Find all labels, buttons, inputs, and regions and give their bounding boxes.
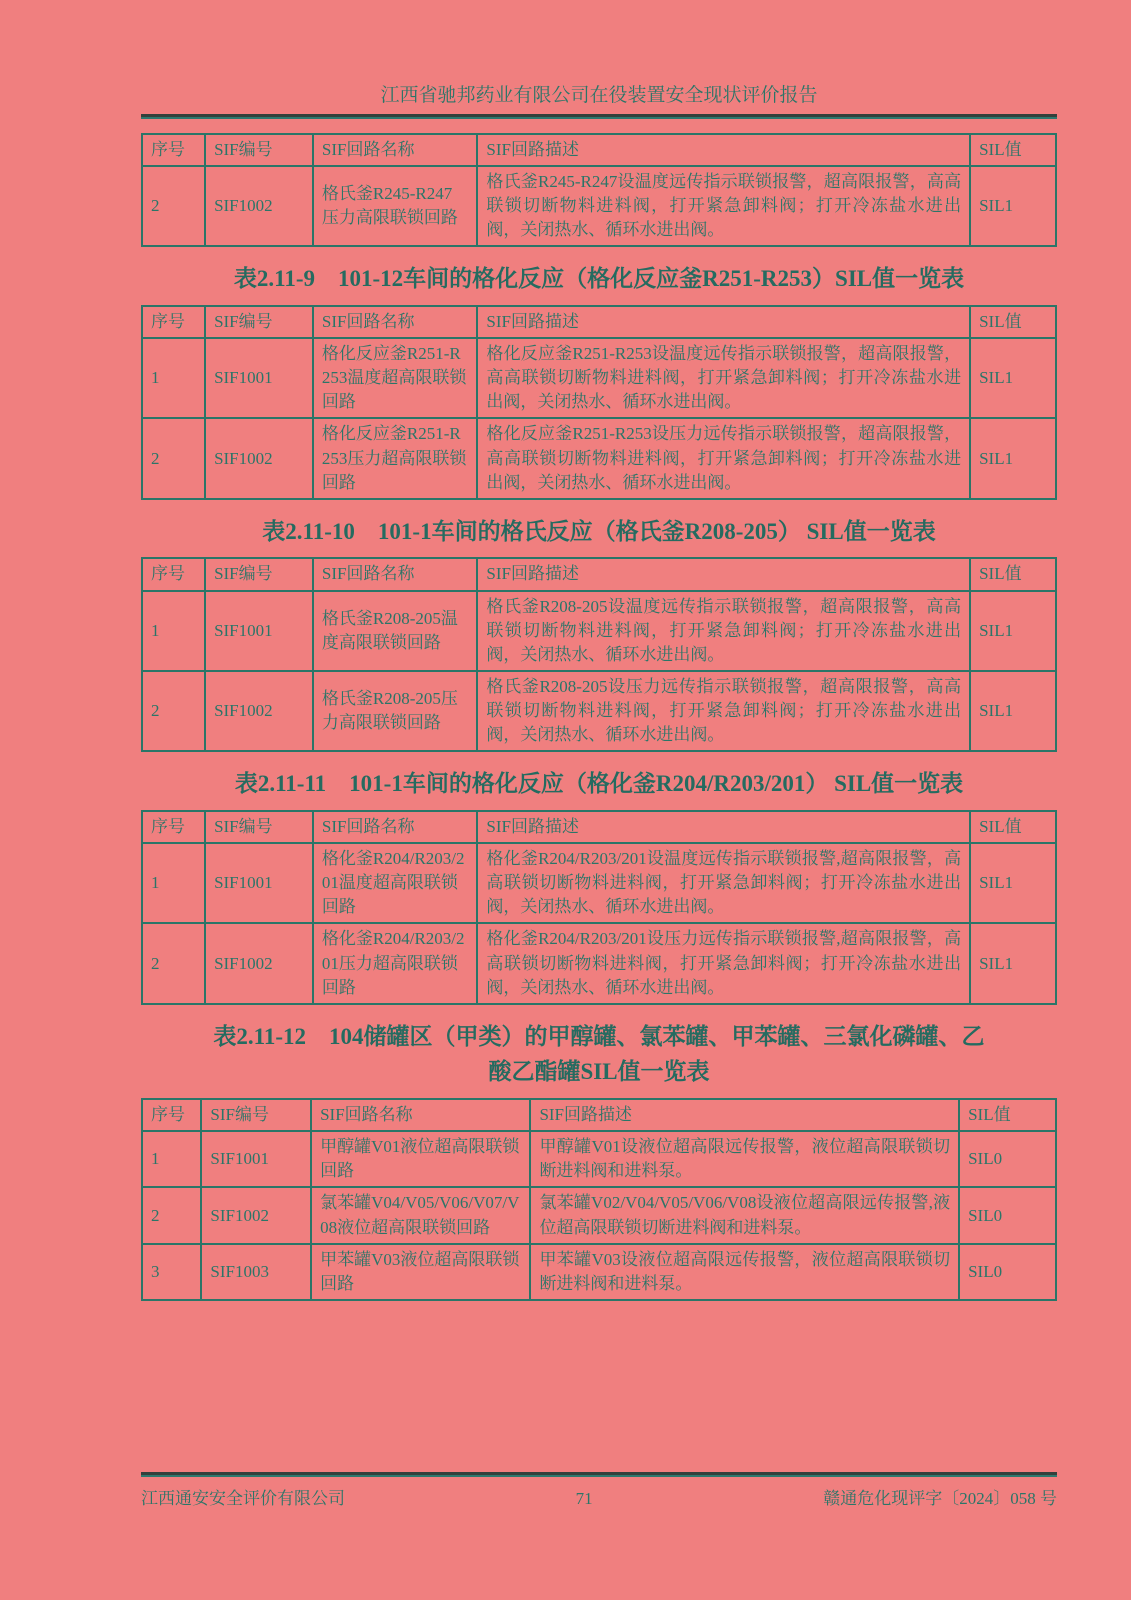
cell-sif-number: SIF1002 <box>205 418 313 498</box>
sil-table-2-11-12 <box>141 1098 1057 1301</box>
cell-sif-number: SIF1001 <box>201 1131 311 1187</box>
column-header: SIF编号 <box>201 1099 311 1131</box>
column-header: SIL值 <box>970 306 1056 338</box>
cell-index: 3 <box>142 1244 201 1300</box>
column-header: SIF回路名称 <box>311 1099 530 1131</box>
column-header: SIL值 <box>959 1099 1056 1131</box>
column-header: SIF回路描述 <box>530 1099 959 1131</box>
header-row <box>142 558 1056 590</box>
cell-index: 2 <box>142 166 205 246</box>
cell-index: 2 <box>142 923 205 1003</box>
cell-loop-description: 格氏釜R208-205设压力远传指示联锁报警，超高限报警，高高联锁切断物料进料阀，打开紧急卸料阀；打开冷冻盐水进出阀，关闭热水、循环水进出阀。 <box>477 671 970 751</box>
cell-sif-number: SIF1001 <box>205 843 313 923</box>
table-row <box>142 923 1056 1003</box>
cell-sil-value: SIL1 <box>970 338 1056 418</box>
column-header: 序号 <box>142 306 205 338</box>
column-header: SIF回路名称 <box>313 306 478 338</box>
cell-loop-description: 格化反应釜R251-R253设温度远传指示联锁报警，超高限报警，高高联锁切断物料进料阀，打开紧急卸料阀；打开冷冻盐水进出阀，关闭热水、循环水进出阀。 <box>477 338 970 418</box>
cell-sil-value: SIL1 <box>970 418 1056 498</box>
table-row <box>142 1187 1056 1243</box>
cell-index: 1 <box>142 338 205 418</box>
column-header: 序号 <box>142 558 205 590</box>
cell-loop-name: 格氏釜R208-205压力高限联锁回路 <box>313 671 478 751</box>
page-footer <box>141 1472 1057 1509</box>
cell-index: 2 <box>142 418 205 498</box>
page-content <box>141 84 1057 1301</box>
cell-loop-description: 格化釜R204/R203/201设温度远传指示联锁报警,超高限报警，高高联锁切断物料进料阀，打开紧急卸料阀；打开冷冻盐水进出阀，关闭热水、循环水进出阀。 <box>477 843 970 923</box>
cell-loop-name: 格化釜R204/R203/201压力超高限联锁回路 <box>313 923 478 1003</box>
cell-sif-number: SIF1002 <box>201 1187 311 1243</box>
cell-index: 2 <box>142 671 205 751</box>
cell-sil-value: SIL0 <box>959 1244 1056 1300</box>
table-row <box>142 418 1056 498</box>
column-header: SIF编号 <box>205 134 313 166</box>
header-row <box>142 811 1056 843</box>
header-title: 江西省驰邦药业有限公司在役装置安全现状评价报告 <box>380 85 818 106</box>
column-header: SIL值 <box>970 811 1056 843</box>
table-row <box>142 1131 1056 1187</box>
cell-index: 1 <box>142 1131 201 1187</box>
cell-sif-number: SIF1002 <box>205 923 313 1003</box>
column-header: SIL值 <box>970 558 1056 590</box>
column-header: SIF回路名称 <box>313 558 478 590</box>
cell-sil-value: SIL0 <box>959 1131 1056 1187</box>
sil-table-2-11-11 <box>141 810 1057 1005</box>
cell-loop-description: 氯苯罐V02/V04/V05/V06/V08设液位超高限远传报警,液位超高限联锁切断进料阀和进料泵。 <box>530 1187 959 1243</box>
column-header: SIF编号 <box>205 306 313 338</box>
cell-loop-description: 甲苯罐V03设液位超高限远传报警，液位超高限联锁切断进料阀和进料泵。 <box>530 1244 959 1300</box>
column-header: SIL值 <box>970 134 1056 166</box>
column-header: SIF编号 <box>205 811 313 843</box>
cell-loop-name: 格化釜R204/R203/201温度超高限联锁回路 <box>313 843 478 923</box>
column-header: 序号 <box>142 811 205 843</box>
cell-loop-name: 甲醇罐V01液位超高限联锁回路 <box>311 1131 530 1187</box>
column-header: SIF回路名称 <box>313 811 478 843</box>
header-row <box>142 134 1056 166</box>
cell-loop-name: 格化反应釜R251-R253温度超高限联锁回路 <box>313 338 478 418</box>
cell-sil-value: SIL1 <box>970 166 1056 246</box>
footer-doc-number: 赣通危化现评字〔2024〕058 号 <box>823 1489 1057 1508</box>
cell-loop-description: 甲醇罐V01设液位超高限远传报警，液位超高限联锁切断进料阀和进料泵。 <box>530 1131 959 1187</box>
column-header: SIF编号 <box>205 558 313 590</box>
cell-loop-name: 格化反应釜R251-R253压力超高限联锁回路 <box>313 418 478 498</box>
sil-table-continued <box>141 133 1057 248</box>
cell-loop-name: 格氏釜R245-R247压力高限联锁回路 <box>313 166 478 246</box>
cell-index: 1 <box>142 843 205 923</box>
header-rule <box>141 114 1057 119</box>
column-header: SIF回路名称 <box>313 134 478 166</box>
cell-sif-number: SIF1002 <box>205 166 313 246</box>
table-title-2-11-12: 表2.11-12 104储罐区（甲类）的甲醇罐、氯苯罐、甲苯罐、三氯化磷罐、乙酸乙酯罐SIL值一览表 <box>213 1023 985 1085</box>
table-row <box>142 1244 1056 1300</box>
cell-loop-description: 格化釜R204/R203/201设压力远传指示联锁报警,超高限报警，高高联锁切断物料进料阀，打开紧急卸料阀；打开冷冻盐水进出阀，关闭热水、循环水进出阀。 <box>477 923 970 1003</box>
table-row <box>142 591 1056 671</box>
table-row <box>142 843 1056 923</box>
column-header: 序号 <box>142 1099 201 1131</box>
table-title-2-11-9: 表2.11-9 101-12车间的格化反应（格化反应釜R251-R253）SIL值一览表 <box>233 266 965 292</box>
column-header: SIF回路描述 <box>477 306 970 338</box>
cell-sif-number: SIF1003 <box>201 1244 311 1300</box>
cell-sif-number: SIF1001 <box>205 591 313 671</box>
cell-loop-name: 格氏釜R208-205温度高限联锁回路 <box>313 591 478 671</box>
cell-sil-value: SIL0 <box>959 1187 1056 1243</box>
table-row <box>142 338 1056 418</box>
cell-sif-number: SIF1001 <box>205 338 313 418</box>
cell-sil-value: SIL1 <box>970 923 1056 1003</box>
table-title-2-11-10: 表2.11-10 101-1车间的格氏反应（格氏釜R208-205） SIL值一览表 <box>262 518 936 544</box>
cell-loop-description: 格氏釜R208-205设温度远传指示联锁报警，超高限报警，高高联锁切断物料进料阀，打开紧急卸料阀；打开冷冻盐水进出阀，关闭热水、循环水进出阀。 <box>477 591 970 671</box>
column-header: 序号 <box>142 134 205 166</box>
column-header: SIF回路描述 <box>477 558 970 590</box>
cell-index: 1 <box>142 591 205 671</box>
footer-rule <box>141 1472 1057 1477</box>
page-number: 71 <box>575 1489 593 1508</box>
header-row <box>142 306 1056 338</box>
cell-loop-name: 甲苯罐V03液位超高限联锁回路 <box>311 1244 530 1300</box>
column-header: SIF回路描述 <box>477 134 970 166</box>
column-header: SIF回路描述 <box>477 811 970 843</box>
cell-loop-description: 格氏釜R245-R247设温度远传指示联锁报警，超高限报警，高高联锁切断物料进料阀，打开紧急卸料阀；打开冷冻盐水进出阀，关闭热水、循环水进出阀。 <box>477 166 970 246</box>
sil-table-2-11-9 <box>141 305 1057 500</box>
cell-sif-number: SIF1002 <box>205 671 313 751</box>
cell-loop-description: 格化反应釜R251-R253设压力远传指示联锁报警，超高限报警，高高联锁切断物料进料阀，打开紧急卸料阀；打开冷冻盐水进出阀，关闭热水、循环水进出阀。 <box>477 418 970 498</box>
table-row <box>142 166 1056 246</box>
table-title-2-11-11: 表2.11-11 101-1车间的格化反应（格化釜R204/R203/201） SIL值一览表 <box>234 771 964 797</box>
cell-index: 2 <box>142 1187 201 1243</box>
cell-loop-name: 氯苯罐V04/V05/V06/V07/V08液位超高限联锁回路 <box>311 1187 530 1243</box>
footer-company: 江西通安安全评价有限公司 <box>141 1489 345 1508</box>
cell-sil-value: SIL1 <box>970 671 1056 751</box>
sil-table-2-11-10 <box>141 557 1057 752</box>
header-row <box>142 1099 1056 1131</box>
cell-sil-value: SIL1 <box>970 591 1056 671</box>
cell-sil-value: SIL1 <box>970 843 1056 923</box>
table-row <box>142 671 1056 751</box>
